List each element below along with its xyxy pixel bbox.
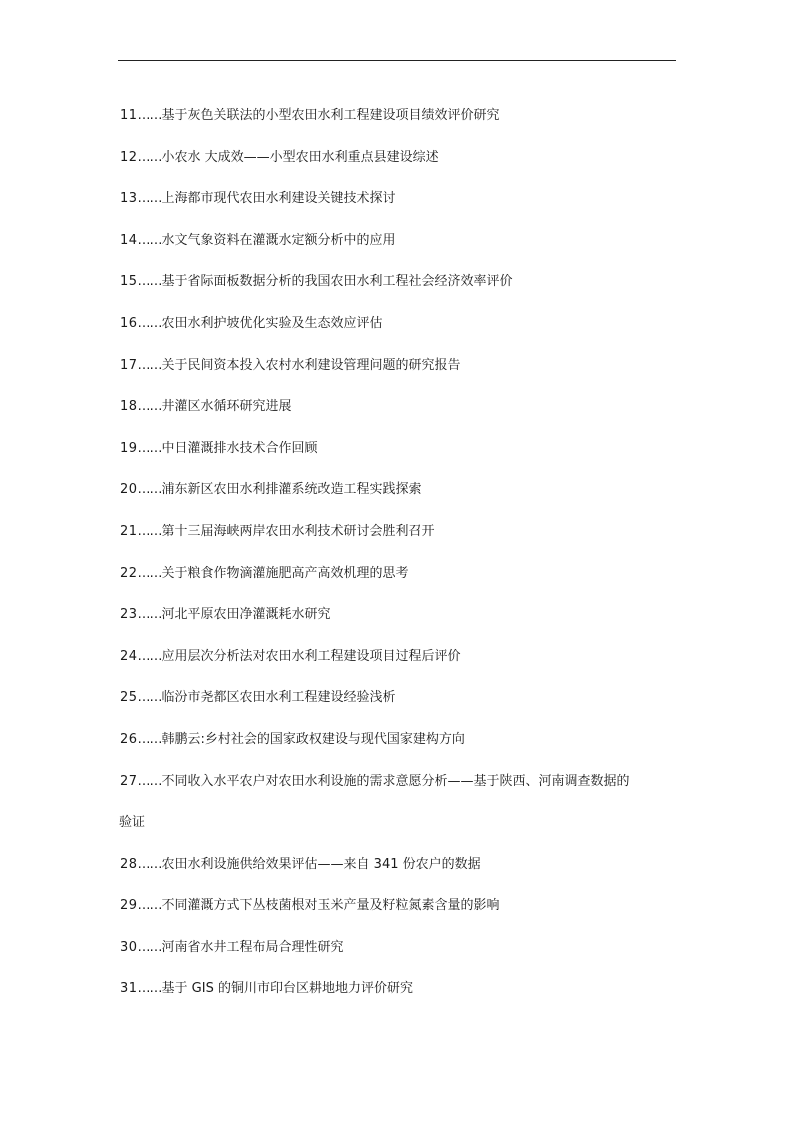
leader-dots: …… (137, 731, 162, 747)
leader-dots: …… (137, 399, 162, 415)
entry-number: 27 (120, 773, 138, 789)
entry-number: 26 (120, 731, 138, 747)
header-rule (118, 60, 676, 61)
entry-number: 15 (120, 274, 138, 290)
entry-title: 关于民间资本投入农村水利建设管理问题的研究报告 (161, 357, 461, 373)
entry-title: 临汾市尧都区农田水利工程建设经验浅析 (161, 690, 396, 706)
toc-entry (120, 439, 680, 459)
entry-title: 应用层次分析法对农田水利工程建设项目过程后评价 (161, 648, 461, 664)
entry-title: 井灌区水循环研究进展 (161, 399, 292, 415)
toc-entry (120, 605, 680, 625)
leader-dots: …… (137, 149, 162, 165)
toc-entry (120, 730, 680, 750)
entry-number: 16 (120, 315, 138, 331)
toc-entry (120, 272, 680, 292)
leader-dots: …… (137, 232, 162, 248)
toc-entry (120, 772, 680, 834)
entry-title: 农田水利设施供给效果评估——来自 341 份农户的数据 (161, 856, 481, 872)
entry-title: 基于灰色关联法的小型农田水利工程建设项目绩效评价研究 (161, 108, 500, 123)
leader-dots: …… (137, 856, 162, 872)
entry-title-continuation: 验证 (119, 815, 146, 831)
entry-number: 19 (120, 440, 138, 456)
entry-number: 20 (120, 482, 138, 498)
entry-title: 不同收入水平农户对农田水利设施的需求意愿分析——基于陕西、河南调查数据的 (161, 773, 630, 789)
toc-entry (120, 979, 680, 999)
entry-title: 中日灌溉排水技术合作回顾 (161, 440, 318, 456)
toc-entry (120, 189, 680, 209)
leader-dots: …… (137, 981, 162, 997)
entry-number: 31 (120, 981, 138, 997)
entry-number: 11 (120, 108, 138, 123)
leader-dots: …… (137, 357, 162, 373)
toc-entry (120, 231, 680, 251)
entry-title: 第十三届海峡两岸农田水利技术研讨会胜利召开 (161, 523, 435, 539)
toc-entry (120, 938, 680, 958)
toc-entry (120, 106, 680, 126)
entry-number: 13 (120, 191, 138, 207)
leader-dots: …… (137, 108, 162, 123)
leader-dots: …… (137, 939, 162, 955)
leader-dots: …… (137, 898, 162, 914)
entry-title: 水文气象资料在灌溉水定额分析中的应用 (161, 232, 396, 248)
toc-entry (120, 356, 680, 376)
toc-entry (120, 647, 680, 667)
entry-number: 21 (120, 523, 138, 539)
entry-title: 河南省水井工程布局合理性研究 (161, 939, 344, 955)
entry-number: 29 (120, 898, 138, 914)
entry-title: 小农水 大成效——小型农田水利重点县建设综述 (161, 149, 439, 165)
entry-title: 基于 GIS 的铜川市印台区耕地地力评价研究 (161, 981, 413, 997)
entry-number: 24 (120, 648, 138, 664)
toc-entry (120, 896, 680, 916)
toc-entry (120, 688, 680, 708)
entry-number: 12 (120, 149, 138, 165)
entry-title: 韩鹏云:乡村社会的国家政权建设与现代国家建构方向 (161, 731, 465, 747)
leader-dots: …… (137, 648, 162, 664)
entry-number: 25 (120, 690, 138, 706)
leader-dots: …… (137, 773, 162, 789)
entry-number: 28 (120, 856, 138, 872)
leader-dots: …… (137, 690, 162, 706)
toc-entry (120, 855, 680, 875)
entry-number: 17 (120, 357, 138, 373)
entry-title: 不同灌溉方式下丛枝菌根对玉米产量及籽粒氮素含量的影响 (161, 898, 500, 914)
leader-dots: …… (137, 274, 162, 290)
entry-number: 30 (120, 939, 138, 955)
entry-title: 农田水利护坡优化实验及生态效应评估 (161, 315, 383, 331)
leader-dots: …… (137, 440, 162, 456)
entry-number: 14 (120, 232, 138, 248)
entry-title: 关于粮食作物滴灌施肥高产高效机理的思考 (161, 565, 409, 581)
entry-number: 23 (120, 607, 138, 623)
entry-title: 基于省际面板数据分析的我国农田水利工程社会经济效率评价 (161, 274, 513, 290)
toc-entry (120, 564, 680, 584)
toc-entry (120, 148, 680, 168)
entry-number: 18 (120, 399, 138, 415)
entry-title: 河北平原农田净灌溉耗水研究 (161, 607, 331, 623)
leader-dots: …… (137, 607, 162, 623)
leader-dots: …… (137, 315, 162, 331)
leader-dots: …… (137, 191, 162, 207)
toc-entry (120, 480, 680, 500)
entry-title: 上海都市现代农田水利建设关键技术探讨 (161, 191, 396, 207)
leader-dots: …… (137, 565, 162, 581)
leader-dots: …… (137, 482, 162, 498)
table-of-contents (120, 106, 680, 1021)
toc-entry (120, 314, 680, 334)
entry-title: 浦东新区农田水利排灌系统改造工程实践探索 (161, 482, 422, 498)
toc-entry (120, 522, 680, 542)
toc-entry (120, 397, 680, 417)
leader-dots: …… (137, 523, 162, 539)
entry-number: 22 (120, 565, 138, 581)
